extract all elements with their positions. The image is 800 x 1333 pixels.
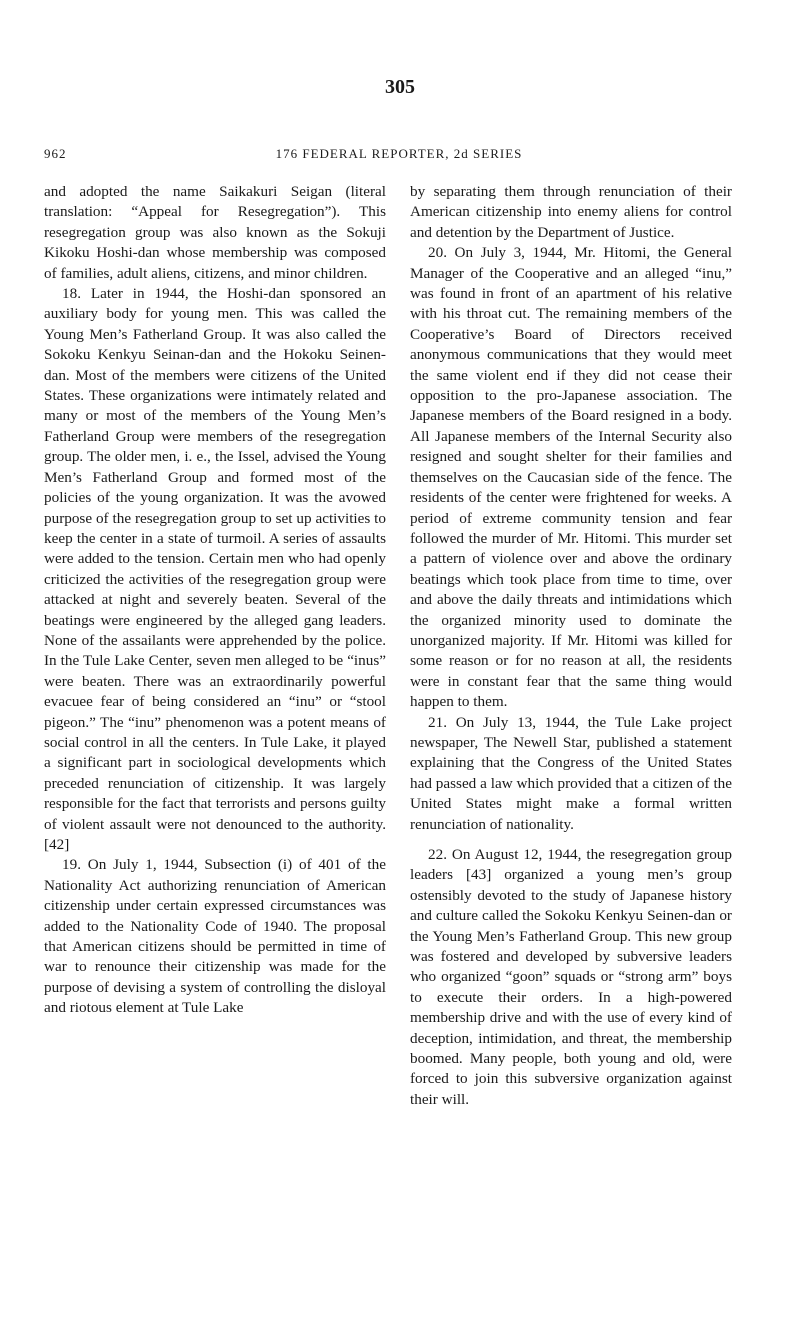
paragraph-21: 21. On July 13, 1944, the Tule Lake project newspaper, The Newell Star, published a statement explaining that the Congress of the United States had passed a law which provided that a citizen of the United States might make a formal written renunciation of nationality. [410, 713, 732, 833]
paragraph-19: 19. On July 1, 1944, Subsection (i) of 401 of the Nationality Act authorizing renunciation of American citizenship under certain expressed circumstances was added to the Nationality Code of 1940. The proposal that American citizens should be permitted in time of war to renounce their citizenship was made for the purpose of devising a system of controlling the disloyal and riotous element at Tule Lake [44, 856, 386, 1017]
paragraph-20: 20. On July 3, 1944, Mr. Hitomi, the General Manager of the Cooperative and an alleged “inu,” was found in front of an apartment of his relative with his throat cut. The remaining members of the Cooperative’s Board of Directors received anonymous communications that they would meet the same violent end if they did not cease their opposition to the pro-Japanese association. The Japanese members of the Board resigned in a body. All Japanese members of the Internal Security also resigned and sought shelter for their families and themselves on the Caucasian side of the fence. The residents of the center were frightened for weeks. A period of extreme community tension and fear followed the murder of Mr. Hitomi. This murder set a pattern of violence over and above the ordinary beatings which took place from time to time, over and above the daily threats and intimidations which the organized minority used to dominate the unorganized majority. If Mr. Hitomi was killed for some reason or for no reason at all, the residents were in constant fear that the same thing would happen to them. [410, 244, 732, 711]
paragraph-18: 18. Later in 1944, the Hoshi-dan sponsored an auxiliary body for young men. This was called the Young Men’s Fatherland Group. It was also called the Sokoku Kenkyu Seinan-dan and the Hokoku Seinen-dan. Most of the members were citizens of the United States. These organizations were intimately related and many or most of the members of the Young Men’s Fatherland Group were members of the resegregation group. The older men, i. e., the Issel, advised the Young Men’s Fatherland Group and formed most of the policies of the young organization. It was the avowed purpose of the resegregation group to set up activities to keep the center in a state of turmoil. A series of assaults were added to the tension. Certain men who had openly criticized the activities of the resegregation group were attacked at night and severely beaten. Several of the beatings were engineered by the alleged gang leaders. None of the assailants were apprehended by the police. In the Tule Lake Center, seven men alleged to be “inus” were beaten. There was an extraordinarily powerful evacuee fear of being considered an “inu” or “stool pigeon.” The “inu” phenomenon was a potent means of social control in all the centers. In Tule Lake, it played a significant part in sociological developments which preceded renunciation of citizenship. It was largely responsible for the fact that terrorists and persons guilty of violent assault were not denounced to the authority. [42] [44, 285, 386, 853]
left-column [44, 182, 386, 1019]
right-column [410, 182, 732, 1110]
paragraph-19-continued: by separating them through renunciation of their American citizenship into enemy aliens for control and detention by the Department of Justice. [410, 183, 732, 241]
folio-number: 962 [44, 146, 67, 161]
reporter-title: 176 FEDERAL REPORTER, 2d SERIES [275, 146, 523, 161]
paragraph-22: 22. On August 12, 1944, the resegregation group leaders [43] organized a young men’s group ostensibly devoted to the study of Japanese history and culture called the Sokoku Kenkyu Seinen-dan or the Young Men’s Fatherland Group. This new group was fostered and developed by subversive leaders who organized “goon” squads or “strong arm” boys to execute their orders. In a high-powered membership drive and with the use of every kind of deception, intimidation, and threat, the membership boomed. Many people, both young and old, were forced to join this subversive organization against their will. [410, 846, 732, 1108]
page-number: 305 [385, 76, 415, 98]
paragraph-17-continued: and adopted the name Saikakuri Seigan (literal translation: “Appeal for Resegregation”). This resegregation group was also known as the Sokuji Kikoku Hoshi-dan whose membership was composed of families, adult aliens, citizens, and minor children. [44, 183, 386, 282]
